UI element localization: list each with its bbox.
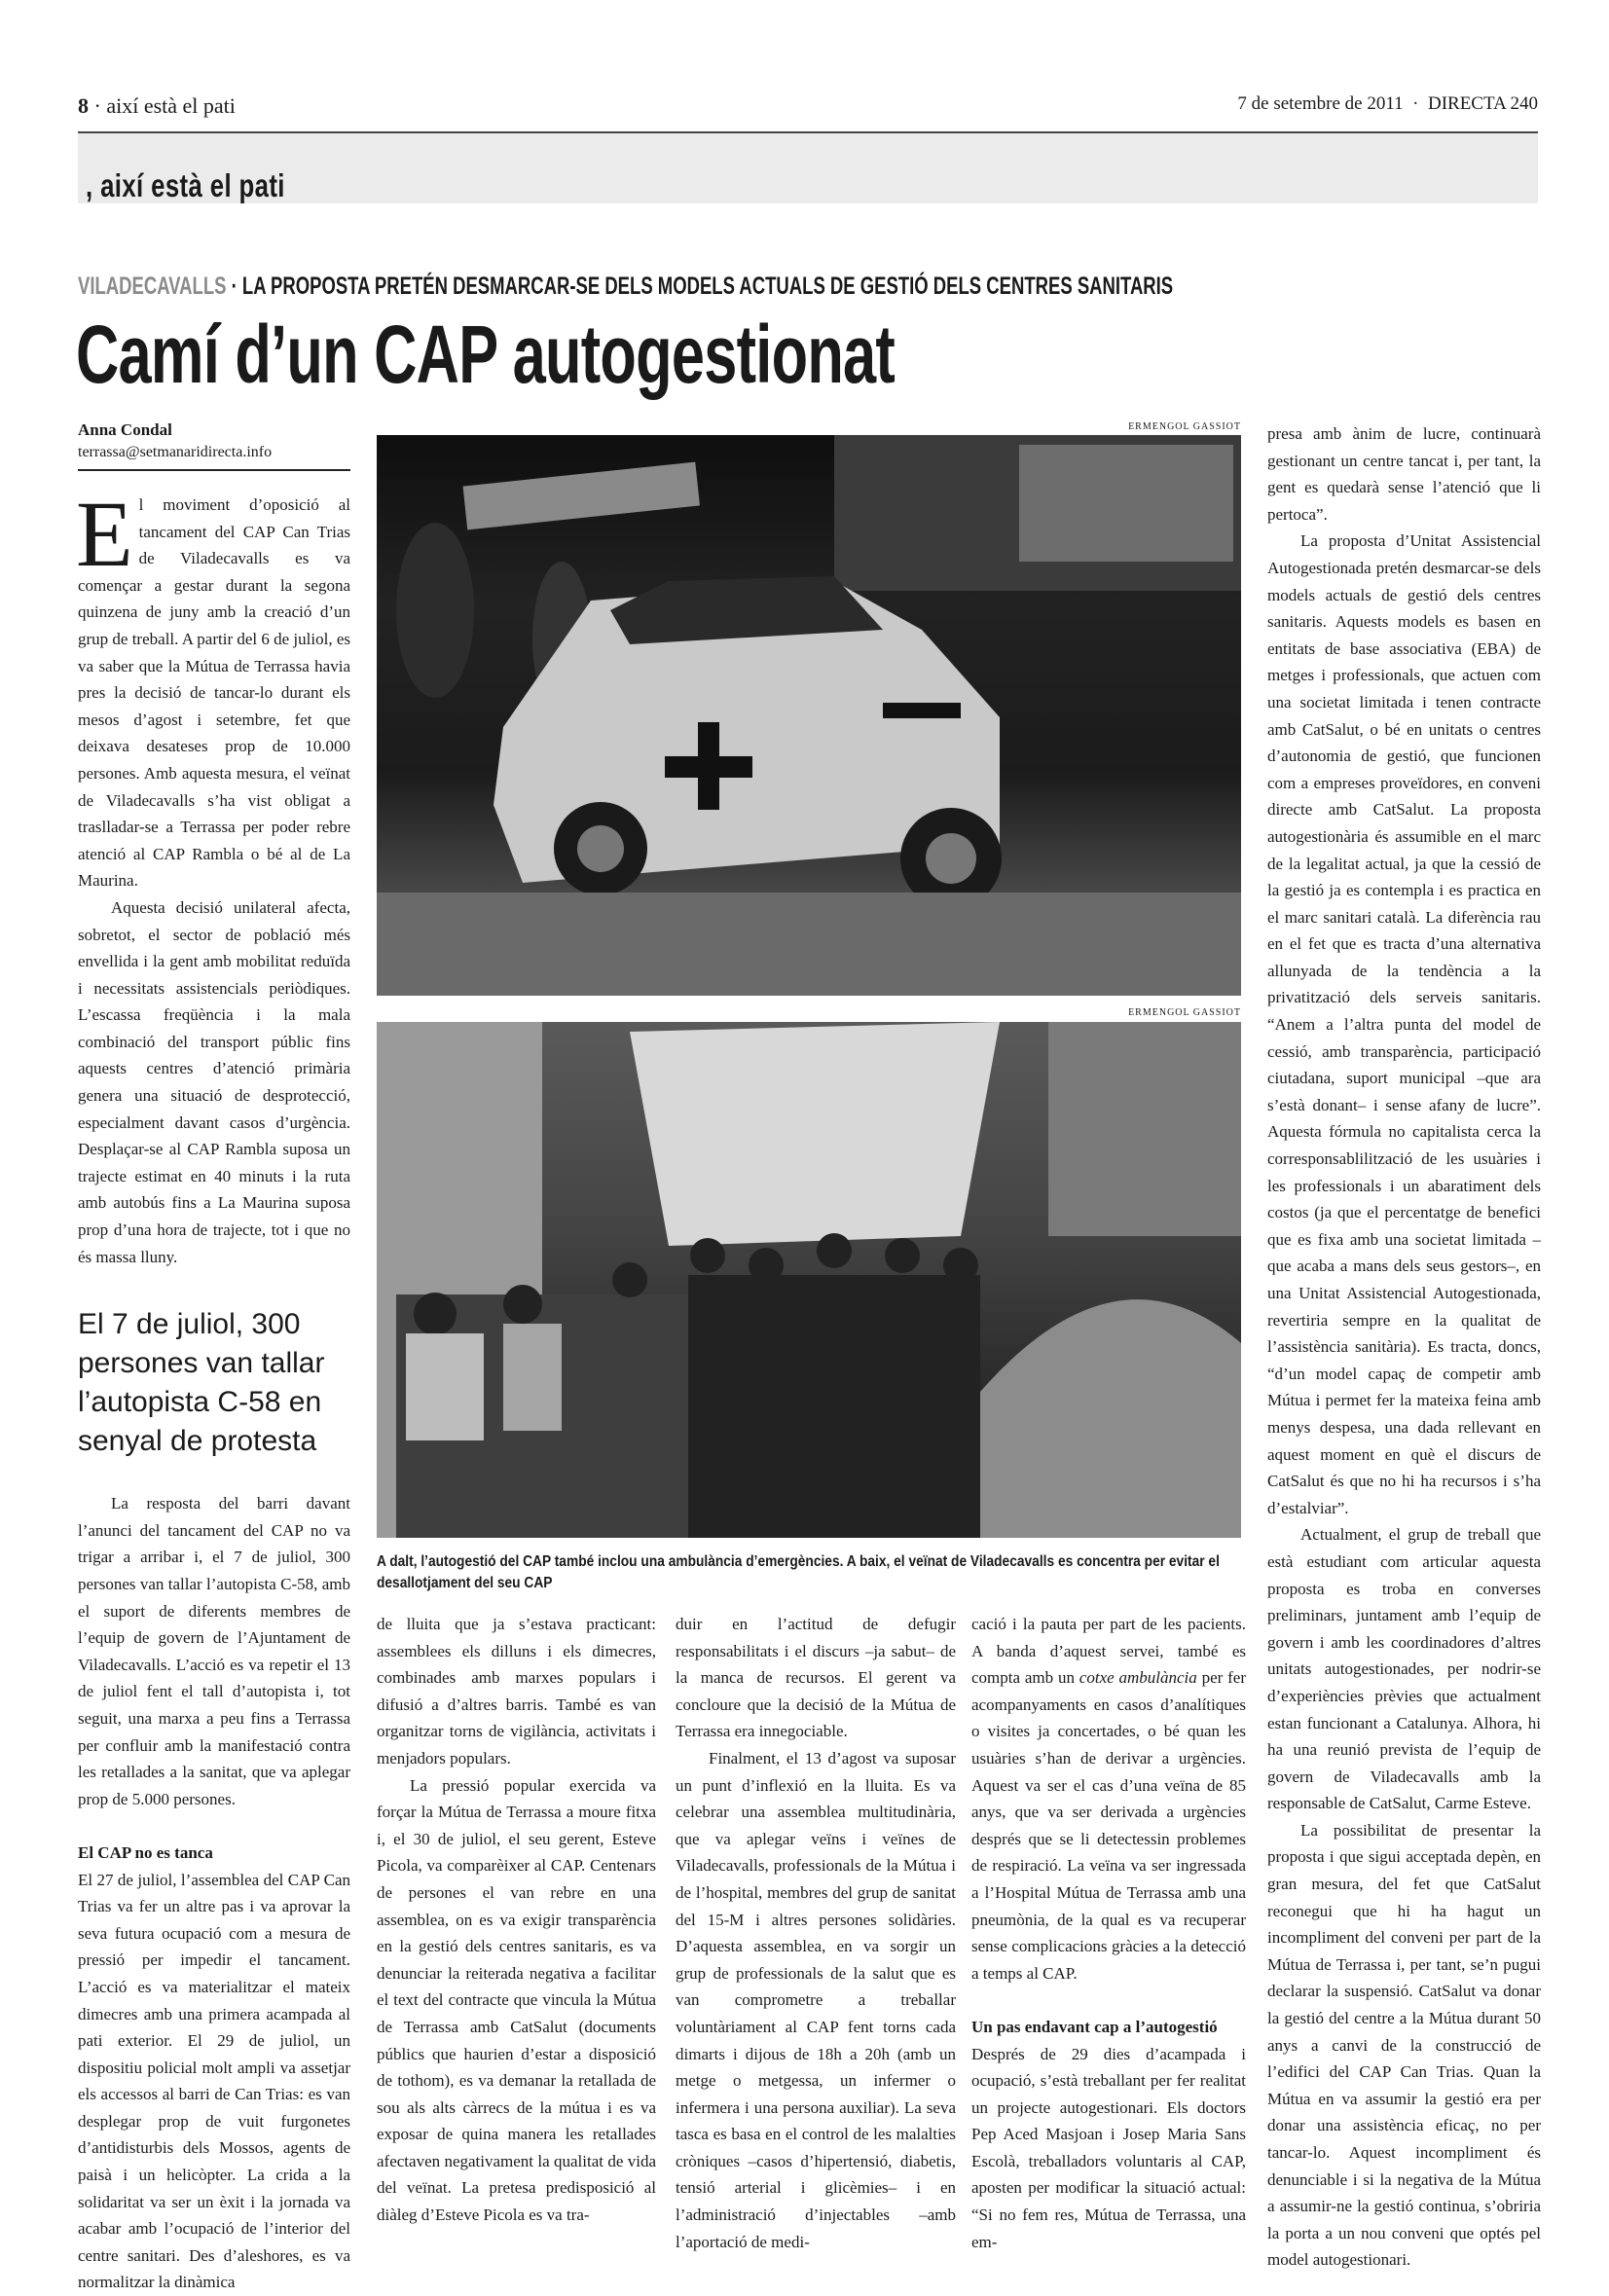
- section-band-title: , així està el pati: [86, 167, 285, 203]
- section-name: així està el pati: [106, 93, 236, 118]
- paragraph: duir en l’actitud de defugir responsabilitats i el discurs –ja sabut– de la manca de recursos. El gerent va concloure que la decisió de la Mútua de Terrassa era innegociable.: [676, 1615, 956, 1741]
- kicker-text: LA PROPOSTA PRETÉN DESMARCAR-SE DELS MODELS ACTUALS DE GESTIÓ DELS CENTRES SANITARIS: [241, 273, 1174, 300]
- author-name: Anna Condal: [78, 420, 172, 439]
- subheading: Un pas endavant cap a l’autogestió: [971, 2017, 1218, 2036]
- drop-cap: E: [76, 482, 133, 586]
- paragraph: La proposta d’Unitat Assistencial Autogestionada pretén desmarcar-se dels models actuals de gestió dels centres sanitaris. Aquests models es basen en entitats de base associativa (EBA) de metges i professionals, que actuen com una societat limitada i tenen contracte amb CatSalut, o bé en unitats o centres d’autonomia de gestió, que funcionen com a empreses proveïdores, en conveni directe amb CatSalut. La proposta autogestionària és assumible en el marc de la legalitat actual, ja que la cessió de la gestió ja es contempla i es practica en el marc sanitari català. La diferència rau en el fet que es tracta d’una alternativa allunyada de la tendència a la privatització dels serveis sanitaris. “Anem a l’altra punta del model de cessió, amb transparència, participació ciutadana, suport municipal –que ara s’està donant– i sense afany de lucre”. Aquesta fórmula no capitalista cerca la corresponsablilització de les usuàries i les professionals i un abaratiment dels costos (ja que el percentatge de benefici que es fixa amb una societat limitada –que acaba a mans dels seus gestors–, en una Unitat Assistencial Autogestionada, revertiria sempre en la qualitat de l’assistència sanitària). Es tracta, doncs, “d’un model capaç de competir amb Mútua i permet fer la mateixa feina amb menys despesa, una dada rellevant en aquest moment en què el discurs de CatSalut és que no hi ha recursos i s’ha d’estalviar”.: [1267, 531, 1541, 1517]
- photo-ambulance-car: [377, 435, 1241, 996]
- headline: Camí d’un CAP autogestionat: [76, 309, 896, 400]
- photo-credit: ERMENGOL GASSIOT: [1128, 1007, 1241, 1018]
- byline: [78, 420, 350, 471]
- paragraph: [971, 1611, 1246, 1986]
- kicker-location: VILADECAVALLS: [78, 273, 227, 300]
- paragraph: La possibilitat de presentar la proposta i que sigui acceptada depèn, en gran mesura, del fet que CatSalut reconegui que hi ha hagut un incompliment del conveni per part de la Mútua de Terrassa i, per tant, se’n pugui declarar la suspensió. CatSalut va donar la gestió del centre a la Mútua durant 50 anys a canvi de la construcció de l’edifici del CAP Can Trias. Quan la Mútua en va assumir la gestió era per donar una assistència eficaç, no per tancar-lo. Aquest incompliment és denunciable i si la negativa de la Mútua a assumir-ne la gestió continua, s’obriria la porta a un nou conveni que optés pel model autogestionari.: [1267, 1820, 1541, 2270]
- photo-caption: A dalt, l’autogestió del CAP també inclou una ambulància d’emergències. A baix, el veïnat de Viladecavalls es concentra per evitar el desallotjament del seu CAP: [377, 1553, 1220, 1591]
- article-column-1: [76, 482, 350, 2296]
- section-band: [78, 133, 1538, 203]
- paragraph: El 27 de juliol, l’assemblea del CAP Can Trias va fer un altre pas i va aprovar la seva futura ocupació com a mesura de pressió per impedir el tancament. L’acció es va materialitzar el mateix dimecres amb una primera acampada al pati exterior. El 29 de juliol, un dispositiu policial molt ampli va assetjar els accessos al barri de Can Trias: es van desplegar prop de vuit furgonetes d’antidisturbis dels Mossos, agents de paisà i un helicòpter. La crida a la solidaritat va ser un èxit i la jornada va acabar amb l’ocupació de l’interior del centre sanitari. Des d’aleshores, es va normalitzar la dinàmica: [78, 1870, 350, 2292]
- page-number: 8: [78, 93, 89, 118]
- crowd-photo-illustration: [377, 1022, 1241, 1538]
- paragraph: La resposta del barri davant l’anunci del tancament del CAP no va trigar a arribar i, el 7 de juliol, 300 persones van tallar l’autopista C-58, amb el suport de diferents membres de l’equip de govern de l’Ajuntament de Viladecavalls. L’acció es va repetir el 13 de juliol fent el tall d’autopista i, tot seguit, una marxa a peu fins a Terrassa per confluir amb la manifestació contra les retallades a la sanitat, que va aplegar prop de 5.000 persones.: [78, 1494, 350, 1808]
- paragraph: de lluita que ja s’estava practicant: assemblees els dilluns i els dimecres, combinades amb marxes populars i difusió a d’altres barris. També es van organitzar torns de vigilància, activitats i menjadors populars.: [377, 1615, 656, 1768]
- paragraph: Després de 29 dies d’acampada i ocupació, s’està treballant per fer realitat un projecte autogestionari. Els doctors Pep Aced Masjoan i Josep Maria Sans Escolà, treballadors voluntaris al CAP, aposten per modificar la situació actual: “Si no fem res, Mútua de Terrassa, una em-: [971, 2044, 1246, 2251]
- paragraph-text: per fer acompanyaments en casos d’analítiques o visites ja concertades, o bé quan les usuàries s’han de derivar a urgències. Aquest va ser el cas d’una veïna de 85 anys, que va ser derivada a urgències després que se li detectessin problemes de respiració. La veïna va ser ingressada a l’Hospital Mútua de Terrassa amb una pneumònia, de la qual es va recuperar sense complicacions gràcies a la detecció a temps al CAP.: [971, 1668, 1246, 1983]
- article-column-5: [1267, 420, 1541, 2274]
- lead-paragraph: [76, 482, 350, 894]
- italic-term: cotxe ambulància: [1079, 1668, 1197, 1688]
- photo-credit: ERMENGOL GASSIOT: [1128, 421, 1241, 432]
- author-email[interactable]: terrassa@setmanaridirecta.info: [78, 444, 350, 471]
- photo-crowd-banner: [377, 1022, 1241, 1538]
- paragraph: Finalment, el 13 d’agost va suposar un punt d’inflexió en la lluita. Es va celebrar una assemblea multitudinària, que va aplegar veïns i veïnes de Viladecavalls, professionals de la Mútua i de l’hospital, membres del grup de sanitat del 15-M i altres persones solidàries. D’aquesta assemblea, en va sorgir un grup de professionals de la salut que es van comprometre a treballar voluntàriament al CAP fent torns cada dimarts i dijous de 18h a 20h (amb un metge o metgessa, un infermer o infermera i una persona auxiliar). La seva tasca es basa en el control de les malalties cròniques –casos d’hipertensió, diabetis, tensió arterial i glicèmies– i en l’administració d’injectables –amb l’aportació de medi-: [676, 1748, 956, 2251]
- pull-quote: El 7 de juliol, 300 persones van tallar l’autopista C-58 en senyal de protesta: [78, 1308, 325, 1458]
- publication-issue: DIRECTA 240: [1427, 93, 1538, 114]
- article-column-3: [676, 1611, 956, 2255]
- article-column-4: [971, 1611, 1246, 2255]
- paragraph: Actualment, el grup de treball que està estudiant com articular aquesta proposta es troba en converses preliminars, juntament amb l’equip de govern i amb les coordinadores d’altres unitats autogestionades, per nodrir-se d’experiències prèvies que actualment estan funcionant a Catalunya. Alhora, hi ha una reunió prevista de l’equip de govern de Viladecavalls amb la responsable de CatSalut, Carme Esteve.: [1267, 1525, 1541, 1813]
- paragraph-text: cació i la pauta per part de les pacients. A banda d’aquest servei, també es compta amb un: [971, 1615, 1246, 1688]
- kicker: VILADECAVALLS · LA PROPOSTA PRETÉN DESMARCAR-SE DELS MODELS ACTUALS DE GESTIÓ DELS CENTRES SANITARIS: [78, 273, 1174, 300]
- paragraph: Aquesta decisió unilateral afecta, sobretot, el sector de població més envellida i la gent amb mobilitat reduïda i necessitats assistencials periòdiques. L’escassa freqüència i la mala combinació del transport públic fins aquests centres d’atenció primària genera una situació de desprotecció, especialment davant casos d’urgència. Desplaçar-se al CAP Rambla suposa un trajecte estimat en 40 minuts i la ruta amb autobús fins a La Maurina suposa prop d’una hora de trajecte, tot i que no és massa lluny.: [78, 897, 350, 1266]
- issue-date: 7 de setembre de 2011: [1237, 93, 1404, 114]
- article-column-2: [377, 1611, 656, 2229]
- dateline: 7 de setembre de 2011 · DIRECTA 240: [1237, 93, 1538, 114]
- paragraph-text: l moviment d’oposició al tancament del CAP Can Trias de Viladecavalls es va començar a gestar durant la segona quinzena de juny amb la creació d’un grup de treball. A partir del 6 de juliol, es va saber que la Mútua de Terrassa havia pres la decisió de tancar-lo durant els mesos d’agost i setembre, fet que deixava desateses prop de 10.000 persones. Amb aquesta mesura, el veïnat de Viladecavalls s’ha vist obligat a traslladar-se a Terrassa per poder rebre atenció al CAP Rambla o bé al de La Maurina.: [78, 495, 350, 891]
- ambulance-photo-illustration: [377, 435, 1241, 996]
- page-folio: 8 · així està el pati: [78, 93, 236, 118]
- paragraph: presa amb ànim de lucre, continuarà gestionant un centre tancat i, per tant, la gent es quedarà sense l’atenció que li pertoca”.: [1267, 424, 1541, 524]
- subheading: El CAP no es tanca: [78, 1842, 213, 1862]
- paragraph: La pressió popular exercida va forçar la Mútua de Terrassa a moure fitxa i, el 30 de juliol, el seu gerent, Esteve Picola, va comparèixer al CAP. Centenars de persones el van rebre en una assemblea, on es va exigir transparència en la gestió dels centres sanitaris, es va denunciar la reiterada negativa a facilitar el text del contracte que vincula la Mútua de Terrassa amb CatSalut (documents públics que haurien d’estar a disposició de tothom), es va demanar la retallada de sou als alts càrrecs de la mútua i es va exposar de quina manera les retallades afectaven negativament la qualitat de vida del veïnat. La pretesa predisposició al diàleg d’Esteve Picola es va tra-: [377, 1775, 656, 2225]
